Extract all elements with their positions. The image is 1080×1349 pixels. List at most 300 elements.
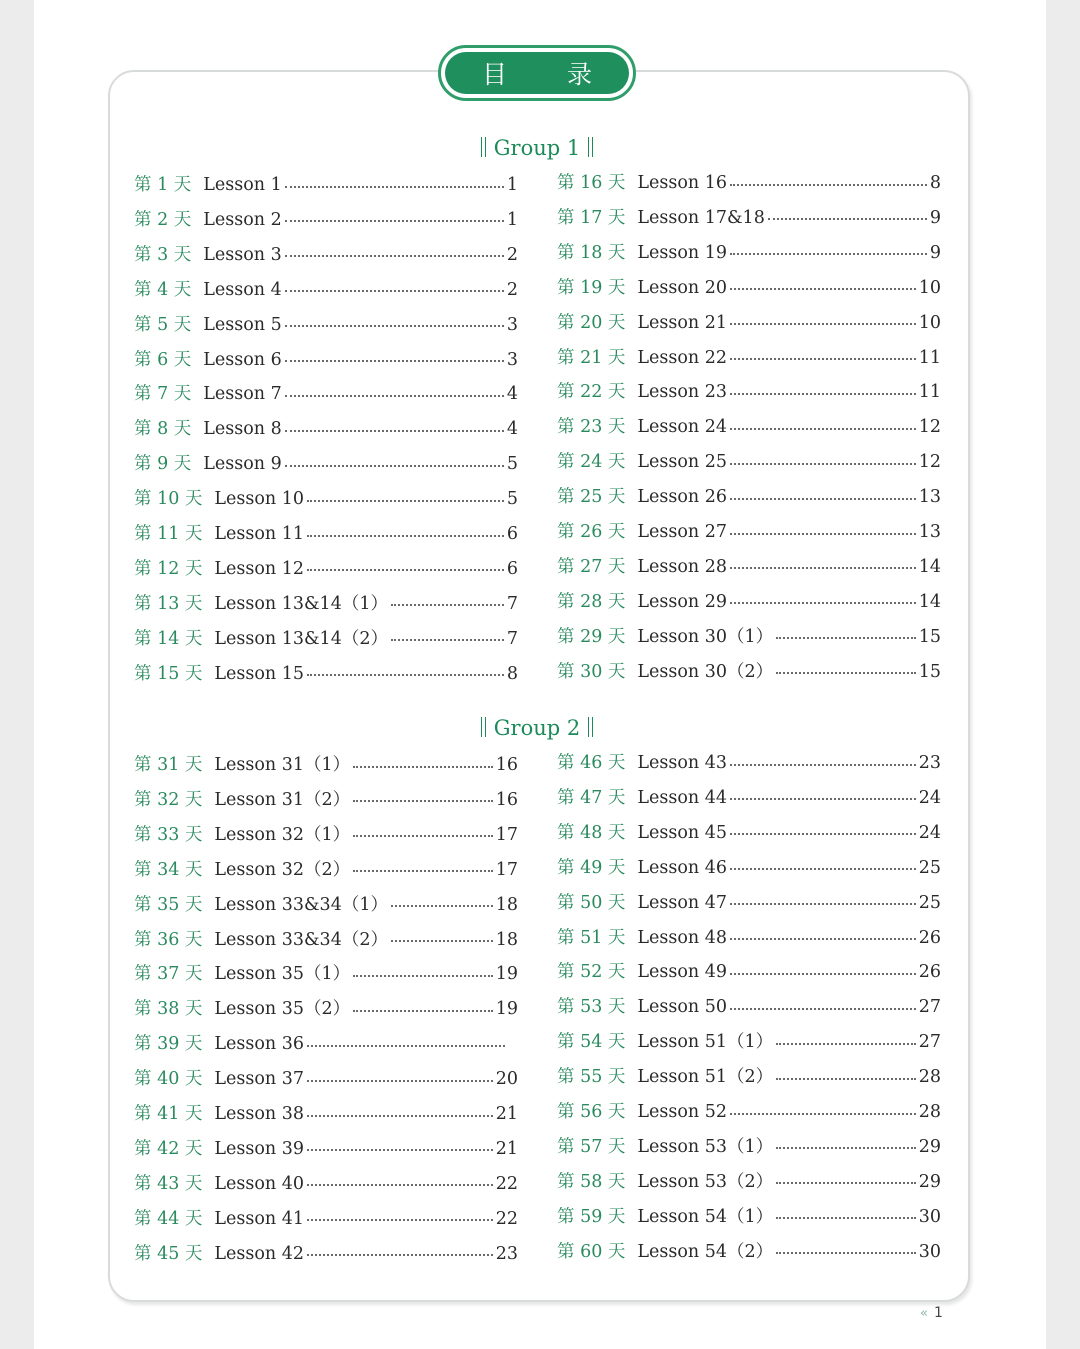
toc-page-number: 4 xyxy=(506,419,518,440)
group-bar-icon xyxy=(588,717,593,737)
toc-page-number: 3 xyxy=(506,314,518,335)
toc-day: 第 16 天 xyxy=(557,173,626,193)
toc-entry xyxy=(557,660,941,684)
dot-leader xyxy=(307,1183,493,1186)
toc-day: 第 48 天 xyxy=(557,822,626,843)
toc-lesson: Lesson 11 xyxy=(214,524,304,544)
dot-leader xyxy=(285,324,504,327)
toc-page-number: 25 xyxy=(918,857,941,878)
dot-leader xyxy=(776,1042,916,1045)
toc-entry xyxy=(557,1030,941,1054)
toc-entry xyxy=(557,891,941,915)
toc-lesson: Lesson 51（1） xyxy=(637,1032,774,1053)
toc-lesson: Lesson 19 xyxy=(637,242,727,263)
toc-lesson: Lesson 35（1） xyxy=(214,964,351,985)
dot-leader xyxy=(391,638,504,641)
toc-entry xyxy=(557,1205,941,1229)
toc-day: 第 19 天 xyxy=(557,277,626,298)
toc-lesson: Lesson 43 xyxy=(637,753,727,773)
dot-leader xyxy=(730,763,916,766)
toc-lesson: Lesson 27 xyxy=(637,522,727,542)
dot-leader xyxy=(285,185,504,188)
toc-day: 第 5 天 xyxy=(134,314,192,335)
toc-day: 第 2 天 xyxy=(134,209,192,230)
toc-day: 第 44 天 xyxy=(134,1208,203,1229)
dot-leader xyxy=(776,1181,916,1184)
group-label: Group 2 xyxy=(493,716,581,740)
toc-entry xyxy=(134,928,518,952)
toc-day: 第 18 天 xyxy=(557,242,626,263)
toc-day: 第 23 天 xyxy=(557,417,626,438)
dot-leader xyxy=(730,867,916,870)
dot-leader xyxy=(353,834,493,837)
toc-page-number: 11 xyxy=(918,382,941,403)
toc-lesson: Lesson 17&18 xyxy=(637,207,765,228)
dot-leader xyxy=(307,673,504,676)
toc-title: 目 录 xyxy=(445,52,629,94)
dot-leader xyxy=(730,902,916,905)
toc-entry xyxy=(557,415,941,439)
group-heading-2 xyxy=(437,716,637,740)
toc-day: 第 53 天 xyxy=(557,997,626,1018)
dot-leader xyxy=(285,394,504,397)
dot-leader xyxy=(730,832,916,835)
toc-entry xyxy=(134,753,518,777)
toc-page-number: 2 xyxy=(506,279,518,300)
toc-entry xyxy=(557,311,941,335)
toc-entry xyxy=(134,1102,518,1126)
toc-lesson: Lesson 37 xyxy=(214,1069,304,1090)
toc-page-number: 9 xyxy=(929,207,941,228)
toc-page-number: 3 xyxy=(506,349,518,370)
toc-page-number: 25 xyxy=(918,892,941,913)
dot-leader xyxy=(730,937,916,940)
toc-page-number: 14 xyxy=(918,556,941,577)
toc-day: 第 26 天 xyxy=(557,522,626,542)
toc-page-number: 4 xyxy=(506,384,518,405)
toc-day: 第 31 天 xyxy=(134,755,203,775)
toc-lesson: Lesson 26 xyxy=(637,487,727,508)
dot-leader xyxy=(730,1112,916,1115)
toc-entry xyxy=(557,590,941,614)
group-label: Group 1 xyxy=(493,136,581,160)
toc-lesson: Lesson 10 xyxy=(214,489,304,510)
toc-day: 第 42 天 xyxy=(134,1138,203,1159)
toc-entry xyxy=(134,997,518,1021)
toc-entry xyxy=(134,208,518,232)
toc-entry xyxy=(134,452,518,476)
toc-page-number: 23 xyxy=(495,1243,518,1264)
toc-day: 第 30 天 xyxy=(557,661,626,682)
toc-page-number: 22 xyxy=(495,1173,518,1194)
toc-entry xyxy=(557,856,941,880)
toc-page-number: 28 xyxy=(918,1067,941,1088)
dot-leader xyxy=(285,219,504,222)
toc-entry xyxy=(134,278,518,302)
toc-page-number: 16 xyxy=(495,755,518,775)
page-footer xyxy=(920,1305,943,1321)
dot-leader xyxy=(285,254,504,257)
toc-day: 第 34 天 xyxy=(134,859,203,880)
dot-leader xyxy=(730,252,927,255)
toc-lesson: Lesson 50 xyxy=(637,997,727,1018)
group-bar-icon xyxy=(481,717,486,737)
toc-page-number: 7 xyxy=(506,628,518,649)
dot-leader xyxy=(307,568,504,571)
dot-leader xyxy=(307,1079,493,1082)
toc-day: 第 32 天 xyxy=(134,789,203,810)
dot-leader xyxy=(353,869,493,872)
toc-page-number: 22 xyxy=(495,1208,518,1229)
dot-leader xyxy=(307,1044,505,1047)
toc-day: 第 1 天 xyxy=(134,175,192,195)
dot-leader xyxy=(776,1251,916,1254)
toc-lesson: Lesson 7 xyxy=(203,384,282,405)
dot-leader xyxy=(353,1009,493,1012)
toc-page-number: 1 xyxy=(506,175,518,195)
page-number: 1 xyxy=(933,1305,943,1321)
toc-lesson: Lesson 1 xyxy=(203,175,282,195)
toc-day: 第 33 天 xyxy=(134,824,203,845)
toc-lesson: Lesson 23 xyxy=(637,382,727,403)
toc-day: 第 27 天 xyxy=(557,556,626,577)
toc-page-number: 5 xyxy=(506,489,518,510)
toc-entry xyxy=(134,1067,518,1091)
toc-page-number: 30 xyxy=(918,1241,941,1262)
toc-page-number: 12 xyxy=(918,417,941,438)
toc-day: 第 9 天 xyxy=(134,454,192,475)
toc-page-number: 28 xyxy=(918,1102,941,1122)
toc-lesson: Lesson 30（2） xyxy=(637,661,774,682)
group-heading-1 xyxy=(437,136,637,160)
toc-lesson: Lesson 32（1） xyxy=(214,824,351,845)
dot-leader xyxy=(730,392,916,395)
toc-day: 第 3 天 xyxy=(134,244,192,265)
toc-day: 第 22 天 xyxy=(557,382,626,403)
dot-leader xyxy=(776,1216,916,1219)
dot-leader xyxy=(285,359,504,362)
toc-entry xyxy=(557,380,941,404)
toc-page-number: 24 xyxy=(918,787,941,808)
toc-entry xyxy=(134,487,518,511)
toc-lesson: Lesson 13&14（2） xyxy=(214,628,388,649)
toc-lesson: Lesson 3 xyxy=(203,244,282,265)
dot-leader xyxy=(730,532,916,535)
toc-entry xyxy=(557,995,941,1019)
toc-page-number: 7 xyxy=(506,593,518,614)
toc-lesson: Lesson 28 xyxy=(637,556,727,577)
toc-entry xyxy=(134,823,518,847)
toc-page-number: 27 xyxy=(918,1032,941,1053)
toc-lesson: Lesson 47 xyxy=(637,892,727,913)
toc-entry xyxy=(134,962,518,986)
dot-leader xyxy=(768,217,927,220)
toc-day: 第 59 天 xyxy=(557,1206,626,1227)
toc-day: 第 38 天 xyxy=(134,999,203,1020)
toc-page-number: 29 xyxy=(918,1171,941,1192)
toc-entry xyxy=(557,625,941,649)
toc-entry xyxy=(134,173,518,197)
toc-lesson: Lesson 31（1） xyxy=(214,755,351,775)
toc-day: 第 14 天 xyxy=(134,628,203,649)
dot-leader xyxy=(730,287,916,290)
toc-page-number: 26 xyxy=(918,962,941,983)
toc-entry xyxy=(134,858,518,882)
dot-leader xyxy=(307,1253,493,1256)
toc-entry xyxy=(134,382,518,406)
dot-leader xyxy=(730,183,927,186)
dot-leader xyxy=(730,797,916,800)
dot-leader xyxy=(776,1146,916,1149)
toc-day: 第 13 天 xyxy=(134,593,203,614)
dot-leader xyxy=(307,1218,493,1221)
toc-page-number: 6 xyxy=(506,524,518,544)
toc-entry xyxy=(557,346,941,370)
dot-leader xyxy=(730,972,916,975)
group-bar-icon xyxy=(481,137,486,157)
toc-entry xyxy=(134,1137,518,1161)
toc-entry xyxy=(134,557,518,581)
toc-day: 第 15 天 xyxy=(134,663,203,684)
toc-page-number: 10 xyxy=(918,277,941,298)
toc-page-number: 13 xyxy=(918,522,941,542)
dot-leader xyxy=(391,904,493,907)
toc-lesson: Lesson 22 xyxy=(637,347,727,368)
toc-day: 第 39 天 xyxy=(134,1034,203,1055)
dot-leader xyxy=(307,1148,493,1151)
toc-day: 第 40 天 xyxy=(134,1069,203,1090)
toc-entry xyxy=(557,171,941,195)
toc-page-number: 18 xyxy=(495,894,518,915)
toc-page-number: 18 xyxy=(495,929,518,950)
toc-lesson: Lesson 6 xyxy=(203,349,282,370)
toc-day: 第 28 天 xyxy=(557,591,626,612)
toc-page-number: 9 xyxy=(929,242,941,263)
toc-page-number: 17 xyxy=(495,824,518,845)
toc-page-number: 20 xyxy=(495,1069,518,1090)
toc-entry xyxy=(134,1032,518,1056)
toc-day: 第 25 天 xyxy=(557,487,626,508)
toc-page-number: 17 xyxy=(495,859,518,880)
dot-leader xyxy=(730,427,916,430)
toc-entry xyxy=(557,555,941,579)
toc-page-number: 11 xyxy=(918,347,941,368)
toc-lesson: Lesson 45 xyxy=(637,822,727,843)
dot-leader xyxy=(776,1077,916,1080)
toc-lesson: Lesson 48 xyxy=(637,927,727,948)
toc-day: 第 24 天 xyxy=(557,452,626,473)
toc-lesson: Lesson 52 xyxy=(637,1102,727,1122)
double-chevron-left-icon: « xyxy=(920,1306,928,1321)
toc-entry xyxy=(134,522,518,546)
toc-day: 第 47 天 xyxy=(557,787,626,808)
toc-entry xyxy=(557,1100,941,1124)
toc-entry xyxy=(557,751,941,775)
toc-lesson: Lesson 41 xyxy=(214,1208,304,1229)
toc-entry xyxy=(557,960,941,984)
toc-lesson: Lesson 39 xyxy=(214,1138,304,1159)
toc-lesson: Lesson 44 xyxy=(637,787,727,808)
toc-lesson: Lesson 13&14（1） xyxy=(214,593,388,614)
toc-day: 第 49 天 xyxy=(557,857,626,878)
toc-lesson: Lesson 53（2） xyxy=(637,1171,774,1192)
toc-lesson: Lesson 21 xyxy=(637,312,727,333)
dot-leader xyxy=(307,499,504,502)
toc-page-number: 12 xyxy=(918,452,941,473)
dot-leader xyxy=(353,799,493,802)
toc-entry xyxy=(557,241,941,265)
toc-entry xyxy=(134,1207,518,1231)
toc-day: 第 50 天 xyxy=(557,892,626,913)
dot-leader xyxy=(730,462,916,465)
toc-lesson: Lesson 4 xyxy=(203,279,282,300)
toc-lesson: Lesson 31（2） xyxy=(214,789,351,810)
toc-page-number: 14 xyxy=(918,591,941,612)
toc-lesson: Lesson 25 xyxy=(637,452,727,473)
toc-lesson: Lesson 42 xyxy=(214,1243,304,1264)
toc-entry xyxy=(557,206,941,230)
toc-lesson: Lesson 5 xyxy=(203,314,282,335)
dot-leader xyxy=(285,289,504,292)
toc-lesson: Lesson 54（1） xyxy=(637,1206,774,1227)
toc-day: 第 37 天 xyxy=(134,964,203,985)
toc-day: 第 56 天 xyxy=(557,1102,626,1122)
toc-entry xyxy=(557,450,941,474)
toc-entry xyxy=(557,520,941,544)
dot-leader xyxy=(730,1007,916,1010)
toc-entry xyxy=(557,1240,941,1264)
toc-entry xyxy=(134,788,518,812)
toc-entry xyxy=(557,1135,941,1159)
toc-page-number: 30 xyxy=(918,1206,941,1227)
toc-day: 第 11 天 xyxy=(134,524,203,544)
toc-day: 第 55 天 xyxy=(557,1067,626,1088)
toc-page-number: 19 xyxy=(495,999,518,1020)
toc-day: 第 41 天 xyxy=(134,1104,203,1124)
toc-day: 第 36 天 xyxy=(134,929,203,950)
toc-lesson: Lesson 33&34（1） xyxy=(214,894,388,915)
dot-leader xyxy=(730,601,916,604)
toc-entry xyxy=(134,627,518,651)
toc-day: 第 51 天 xyxy=(557,927,626,948)
toc-page-number: 26 xyxy=(918,927,941,948)
toc-day: 第 12 天 xyxy=(134,558,203,579)
toc-page-number: 1 xyxy=(506,209,518,230)
toc-page-number: 6 xyxy=(506,558,518,579)
toc-entry xyxy=(134,313,518,337)
toc-lesson: Lesson 30（1） xyxy=(637,626,774,647)
toc-lesson: Lesson 20 xyxy=(637,277,727,298)
dot-leader xyxy=(730,566,916,569)
toc-lesson: Lesson 8 xyxy=(203,419,282,440)
toc-entry xyxy=(557,1170,941,1194)
toc-page-number: 19 xyxy=(495,964,518,985)
toc-entry xyxy=(557,786,941,810)
dot-leader xyxy=(776,636,916,639)
dot-leader xyxy=(730,357,916,360)
toc-lesson: Lesson 16 xyxy=(637,173,727,193)
toc-entry xyxy=(134,243,518,267)
dot-leader xyxy=(730,497,916,500)
toc-page-number: 16 xyxy=(495,789,518,810)
toc-day: 第 8 天 xyxy=(134,419,192,440)
toc-entry xyxy=(134,1172,518,1196)
toc-entry xyxy=(557,926,941,950)
toc-page-number: 2 xyxy=(506,244,518,265)
toc-page-number: 23 xyxy=(918,753,941,773)
toc-entry xyxy=(134,348,518,372)
toc-lesson: Lesson 32（2） xyxy=(214,859,351,880)
toc-entry xyxy=(134,662,518,686)
toc-day: 第 4 天 xyxy=(134,279,192,300)
toc-day: 第 52 天 xyxy=(557,962,626,983)
toc-page-number: 21 xyxy=(495,1104,518,1124)
toc-day: 第 46 天 xyxy=(557,753,626,773)
toc-entry xyxy=(134,893,518,917)
toc-entry xyxy=(557,821,941,845)
toc-title-badge xyxy=(438,45,636,101)
toc-day: 第 57 天 xyxy=(557,1136,626,1157)
toc-page-number: 8 xyxy=(506,663,518,684)
toc-page-number: 5 xyxy=(506,454,518,475)
toc-day: 第 45 天 xyxy=(134,1243,203,1264)
toc-page-number: 15 xyxy=(918,661,941,682)
toc-lesson: Lesson 35（2） xyxy=(214,999,351,1020)
toc-entry xyxy=(134,592,518,616)
toc-lesson: Lesson 24 xyxy=(637,417,727,438)
dot-leader xyxy=(730,322,916,325)
toc-day: 第 54 天 xyxy=(557,1032,626,1053)
dot-leader xyxy=(353,765,493,768)
toc-day: 第 17 天 xyxy=(557,207,626,228)
toc-lesson: Lesson 2 xyxy=(203,209,282,230)
dot-leader xyxy=(285,464,504,467)
toc-lesson: Lesson 40 xyxy=(214,1173,304,1194)
toc-lesson: Lesson 9 xyxy=(203,454,282,475)
toc-page-number: 13 xyxy=(918,487,941,508)
toc-lesson: Lesson 53（1） xyxy=(637,1136,774,1157)
toc-entry xyxy=(557,485,941,509)
dot-leader xyxy=(285,429,504,432)
toc-day: 第 7 天 xyxy=(134,384,192,405)
toc-day: 第 20 天 xyxy=(557,312,626,333)
toc-lesson: Lesson 15 xyxy=(214,663,304,684)
toc-lesson: Lesson 12 xyxy=(214,558,304,579)
dot-leader xyxy=(353,974,493,977)
toc-page-number: 24 xyxy=(918,822,941,843)
toc-entry xyxy=(134,417,518,441)
toc-page-number: 29 xyxy=(918,1136,941,1157)
toc-lesson: Lesson 46 xyxy=(637,857,727,878)
toc-page-number: 10 xyxy=(918,312,941,333)
toc-page-number: 21 xyxy=(495,1138,518,1159)
toc-day: 第 6 天 xyxy=(134,349,192,370)
toc-lesson: Lesson 29 xyxy=(637,591,727,612)
dot-leader xyxy=(307,1114,493,1117)
toc-entry xyxy=(134,1242,518,1266)
toc-lesson: Lesson 49 xyxy=(637,962,727,983)
toc-day: 第 60 天 xyxy=(557,1241,626,1262)
dot-leader xyxy=(307,534,504,537)
toc-day: 第 35 天 xyxy=(134,894,203,915)
dot-leader xyxy=(776,671,916,674)
toc-day: 第 43 天 xyxy=(134,1173,203,1194)
dot-leader xyxy=(391,939,493,942)
toc-page-number: 27 xyxy=(918,997,941,1018)
toc-page-number: 15 xyxy=(918,626,941,647)
toc-lesson: Lesson 51（2） xyxy=(637,1067,774,1088)
toc-day: 第 21 天 xyxy=(557,347,626,368)
